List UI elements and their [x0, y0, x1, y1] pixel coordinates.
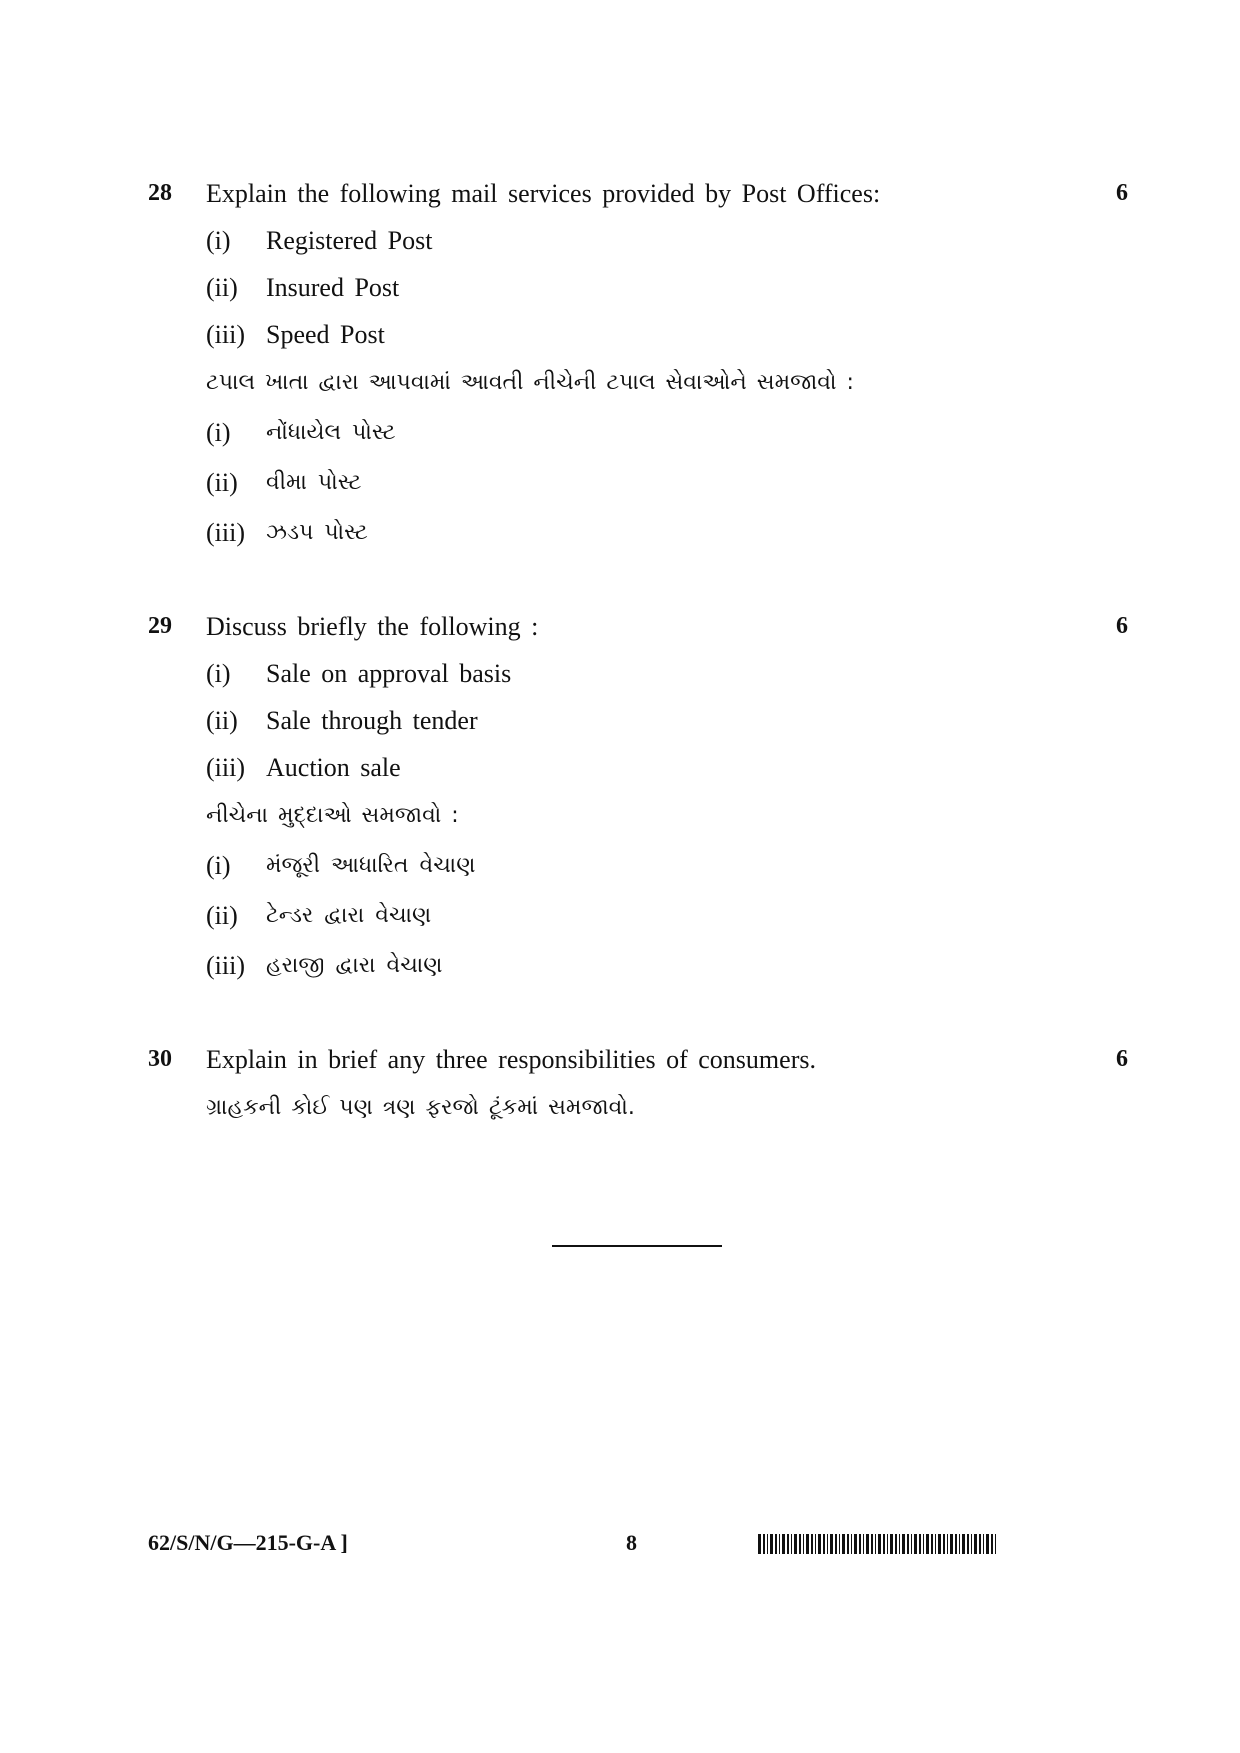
question-number: 28 [148, 180, 172, 206]
item-label: (ii) [206, 901, 238, 930]
item-text: Speed Post [266, 320, 385, 349]
question-30 [148, 1036, 1128, 1133]
question-marks: 6 [1116, 613, 1128, 639]
item-label: (iii) [206, 320, 245, 349]
item-text: મંજૂરી આધારિત વેચાણ [266, 853, 476, 878]
item-label: (i) [206, 851, 231, 880]
paper-code: 62/S/N/G—215-G-A ] [148, 1530, 348, 1555]
question-text-gujarati-row [148, 1083, 1128, 1133]
item-text: હરાજી દ્વારા વેચાણ [266, 953, 443, 978]
list-item [148, 941, 1128, 991]
item-text: Sale on approval basis [266, 659, 512, 688]
list-item [148, 408, 1128, 458]
question-number: 29 [148, 613, 172, 639]
item-label: (iii) [206, 753, 245, 782]
end-divider [552, 1245, 722, 1247]
item-text: વીમા પોસ્ટ [266, 470, 362, 495]
list-item [148, 264, 1128, 311]
question-text-gujarati: ટપાલ ખાતા દ્વારા આપવામાં આવતી નીચેની ટપાલ સેવાઓને સમજાવો : [206, 370, 854, 395]
item-label: (i) [206, 659, 231, 688]
question-text-gujarati-row [148, 791, 1128, 841]
question-header [148, 170, 1128, 217]
page-number: 8 [626, 1530, 637, 1555]
item-text: Registered Post [266, 226, 433, 255]
question-text-gujarati: ગ્રાહકની કોઈ પણ ત્રણ ફરજો ટૂંકમાં સમજાવો. [206, 1095, 635, 1120]
question-text-gujarati: નીચેના મુદ્દાઓ સમજાવો : [206, 803, 459, 828]
list-item [148, 841, 1128, 891]
item-text: Sale through tender [266, 706, 478, 735]
question-29 [148, 603, 1128, 991]
item-text: Auction sale [266, 753, 401, 782]
item-label: (ii) [206, 468, 238, 497]
list-item [148, 311, 1128, 358]
question-text-english: Explain in brief any three responsibilities of consumers. [206, 1045, 816, 1074]
item-text: નોંધાયેલ પોસ્ટ [266, 420, 396, 445]
list-item [148, 891, 1128, 941]
item-text: ટેન્ડર દ્વારા વેચાણ [266, 903, 432, 928]
question-text-english: Discuss briefly the following : [206, 612, 539, 641]
question-header [148, 1036, 1128, 1083]
question-number: 30 [148, 1046, 172, 1072]
item-label: (i) [206, 226, 231, 255]
barcode-icon [758, 1534, 998, 1554]
list-item [148, 697, 1128, 744]
question-header [148, 603, 1128, 650]
item-text: Insured Post [266, 273, 400, 302]
list-item [148, 508, 1128, 558]
item-label: (i) [206, 418, 231, 447]
question-text-gujarati-row [148, 358, 1128, 408]
list-item [148, 650, 1128, 697]
question-marks: 6 [1116, 1046, 1128, 1072]
item-label: (iii) [206, 518, 245, 547]
item-label: (ii) [206, 273, 238, 302]
list-item [148, 744, 1128, 791]
question-marks: 6 [1116, 180, 1128, 206]
question-text-english: Explain the following mail services provided by Post Offices: [206, 179, 881, 208]
page-footer [0, 1530, 1240, 1570]
item-label: (ii) [206, 706, 238, 735]
list-item [148, 217, 1128, 264]
item-text: ઝડપ પોસ્ટ [266, 520, 368, 545]
item-label: (iii) [206, 951, 245, 980]
question-28 [148, 170, 1128, 558]
list-item [148, 458, 1128, 508]
